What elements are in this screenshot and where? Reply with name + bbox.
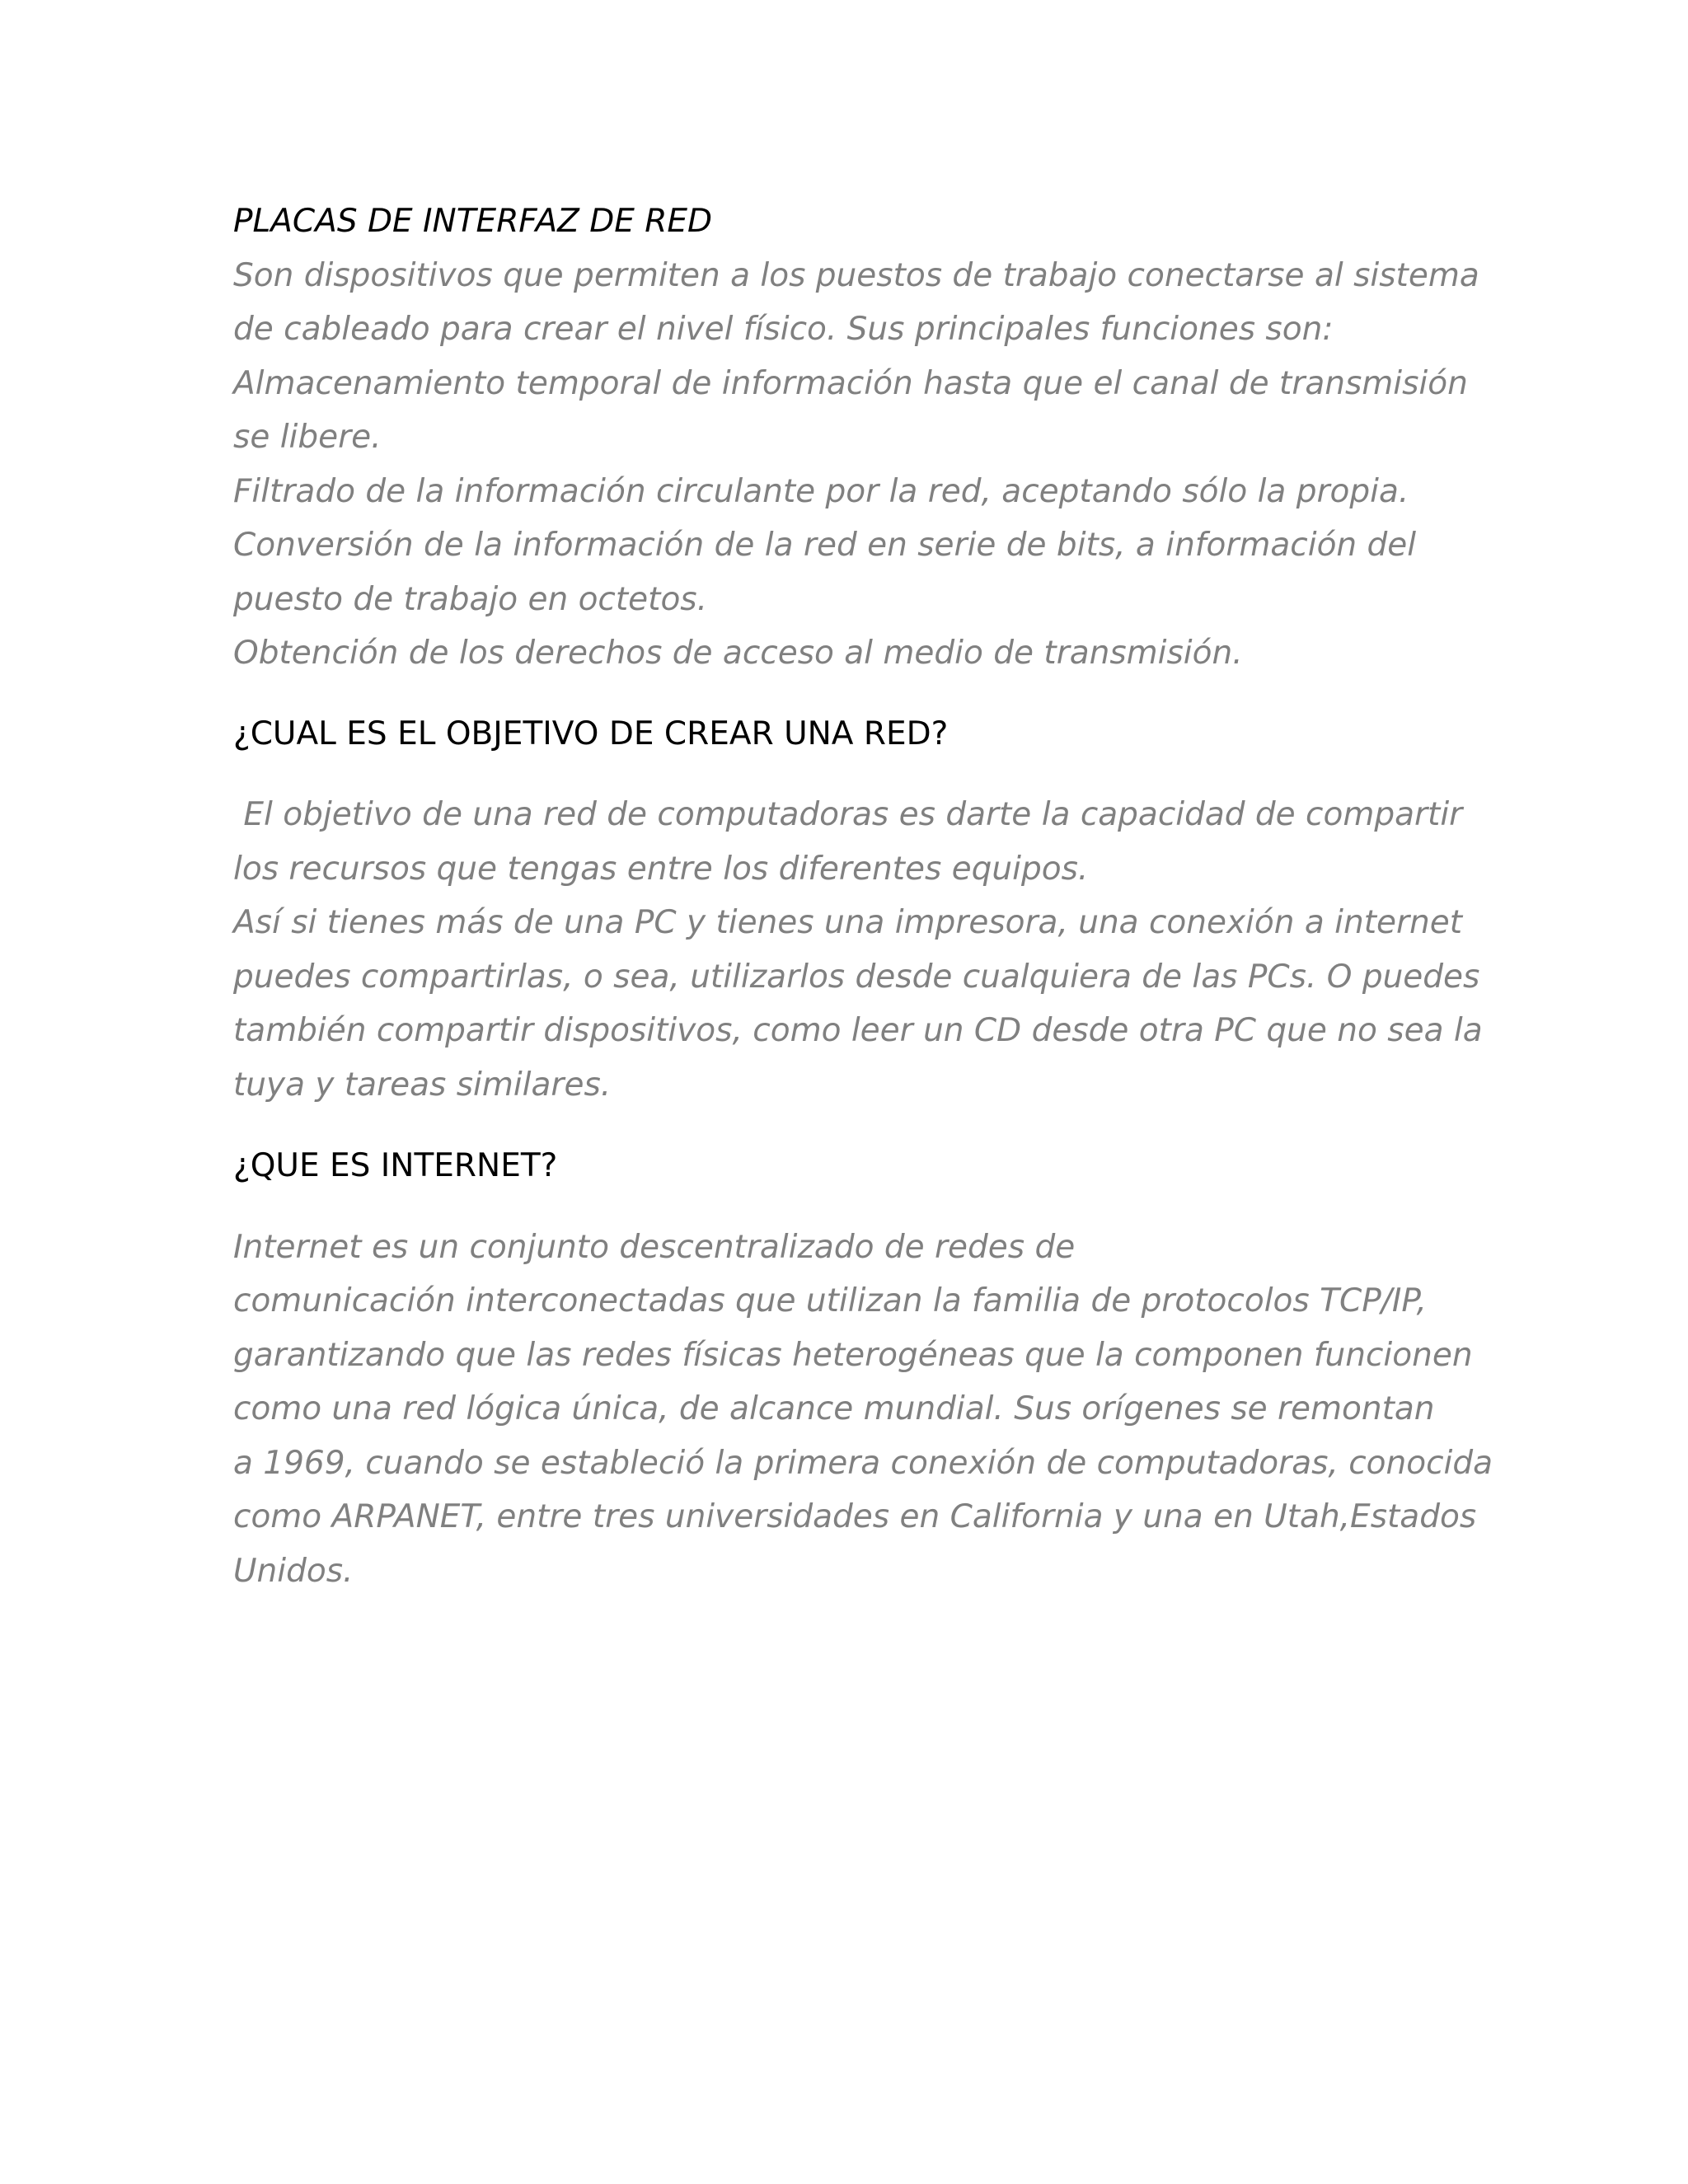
section-what-is-internet	[233, 1139, 1519, 1598]
spacer	[233, 1193, 1519, 1221]
paragraph-line: Internet es un conjunto descentralizado de redes de	[233, 1228, 1076, 1266]
paragraph-line: Conversión de la información de la red en serie de bits, a información del	[233, 527, 1417, 564]
paragraph-line: los recursos que tengas entre los diferentes equipos.	[233, 850, 1089, 888]
paragraph-line: tuya y tareas similares.	[233, 1066, 612, 1104]
paragraph-line: Obtención de los derechos de acceso al medio de transmisión.	[233, 635, 1243, 672]
paragraph-line: El objetivo de una red de computadoras es darte la capacidad de compartir	[233, 796, 1463, 833]
paragraph-line: Unidos.	[233, 1552, 354, 1590]
paragraph-line: comunicación interconectadas que utilizan la familia de protocolos TCP/IP,	[233, 1282, 1427, 1319]
section-title: ¿QUE ES INTERNET?	[233, 1147, 558, 1184]
paragraph-line: también compartir dispositivos, como leer un CD desde otra PC que no sea la	[233, 1012, 1483, 1049]
spacer	[233, 681, 1519, 707]
paragraph-line: puedes compartirlas, o sea, utilizarlos desde cualquiera de las PCs. O puedes	[233, 958, 1480, 996]
paragraph-line: Así si tienes más de una PC y tienes una impresora, una conexión a internet	[233, 904, 1463, 941]
section-network-interface-cards	[233, 194, 1519, 681]
paragraph-line: Son dispositivos que permiten a los puestos de trabajo conectarse al sistema	[233, 256, 1479, 294]
section-title: ¿CUAL ES EL OBJETIVO DE CREAR UNA RED?	[233, 715, 949, 752]
paragraph-line: Almacenamiento temporal de información hasta que el canal de transmisión	[233, 364, 1468, 402]
paragraph-line: de cableado para crear el nivel físico. Sus principales funciones son:	[233, 311, 1334, 348]
document-content	[233, 194, 1519, 1598]
paragraph-line: como una red lógica única, de alcance mundial. Sus orígenes se remontan	[233, 1390, 1435, 1427]
paragraph-line: Filtrado de la información circulante por la red, aceptando sólo la propia.	[233, 472, 1409, 510]
spacer	[233, 1112, 1519, 1139]
paragraph-line: puesto de trabajo en octetos.	[233, 580, 708, 618]
paragraph-line: se libere.	[233, 419, 382, 456]
paragraph-line: como ARPANET, entre tres universidades en California y una en Utah,Estados	[233, 1498, 1477, 1535]
section-title: PLACAS DE INTERFAZ DE RED	[233, 203, 713, 240]
spacer	[233, 761, 1519, 788]
paragraph-line: a 1969, cuando se estableció la primera conexión de computadoras, conocida	[233, 1444, 1493, 1482]
section-network-objective	[233, 707, 1519, 1113]
paragraph-line: garantizando que las redes físicas heterogéneas que la componen funcionen	[233, 1336, 1473, 1374]
